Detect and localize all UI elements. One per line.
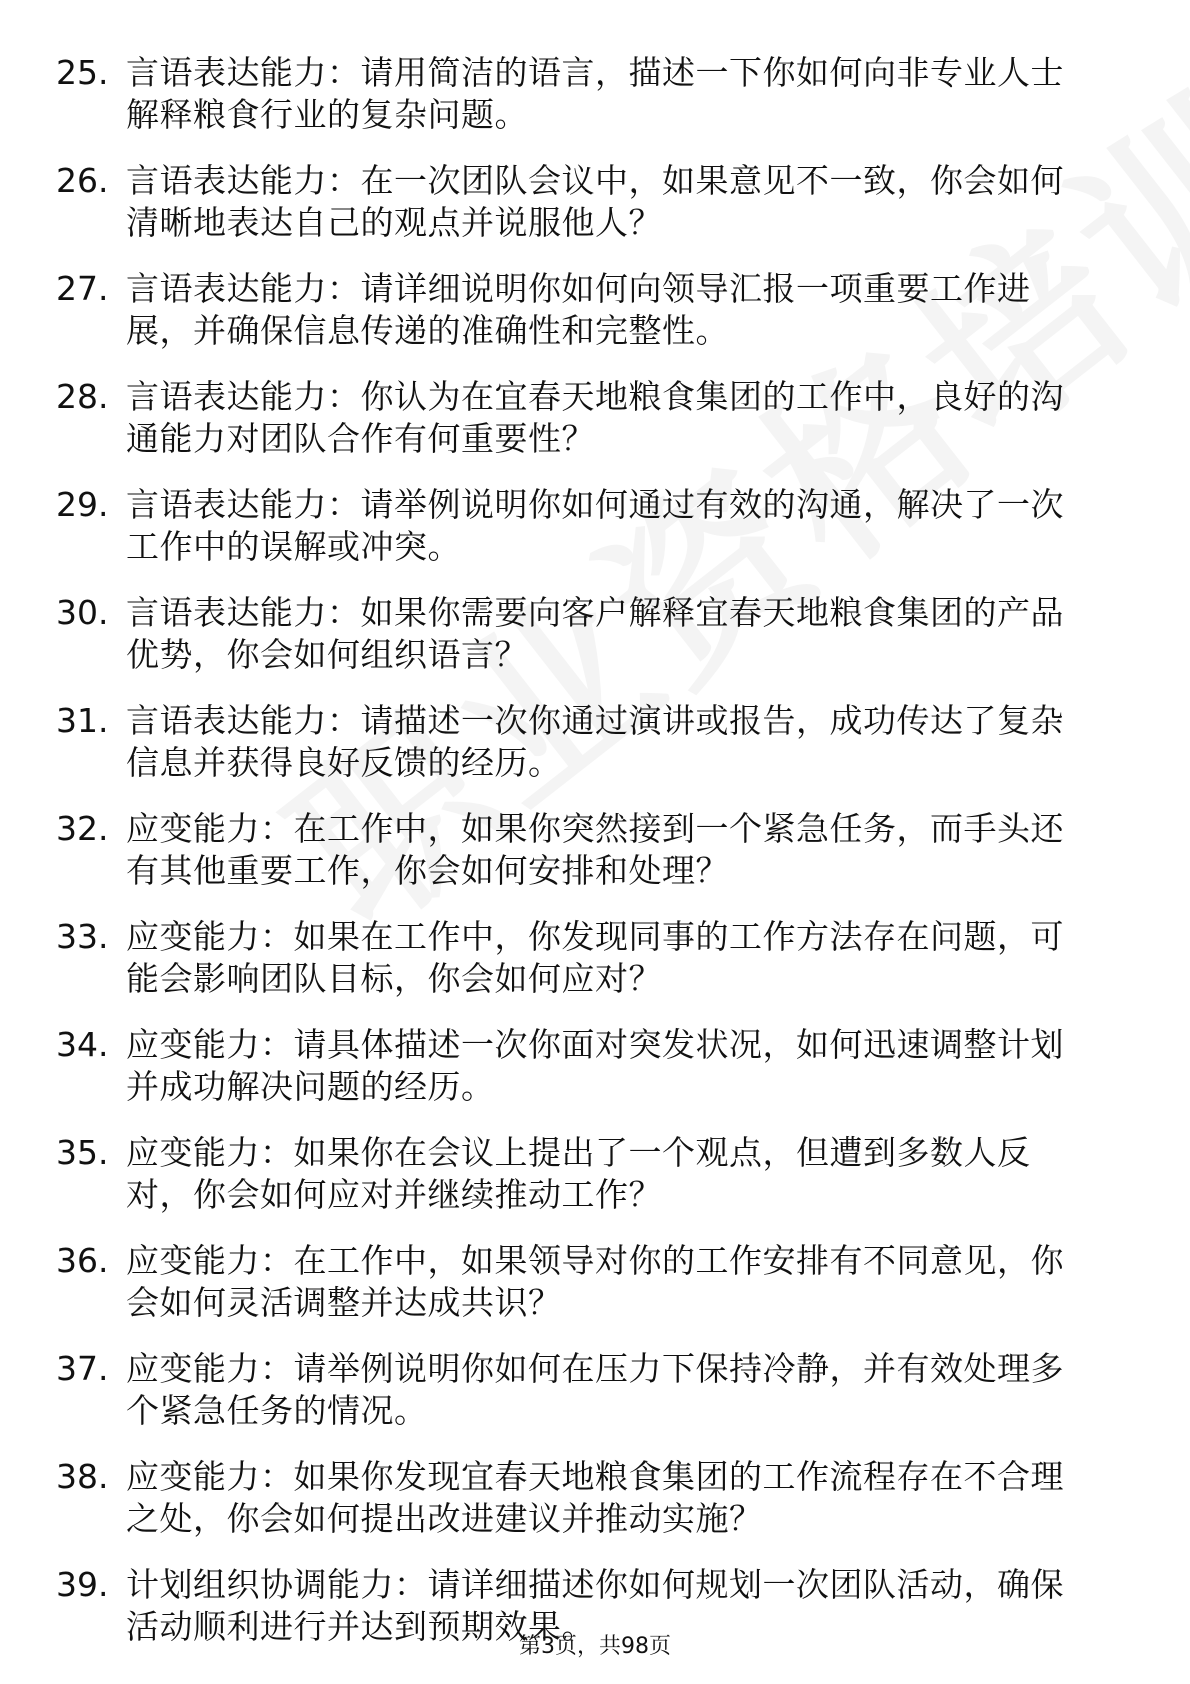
question-number: 30. xyxy=(56,593,109,632)
question-text: 应变能力：在工作中，如果你突然接到一个紧急任务，而手头还有其他重要工作，你会如何安排和处理？ xyxy=(126,809,1064,890)
question-item xyxy=(0,376,1190,460)
question-text: 言语表达能力：你认为在宜春天地粮食集团的工作中，良好的沟通能力对团队合作有何重要性？ xyxy=(126,377,1064,458)
question-item xyxy=(0,52,1190,136)
question-number: 29. xyxy=(56,485,109,524)
question-text: 应变能力：如果你在会议上提出了一个观点，但遭到多数人反对，你会如何应对并继续推动工作？ xyxy=(126,1133,1031,1214)
question-item xyxy=(0,916,1190,1000)
question-number: 35. xyxy=(56,1133,109,1172)
question-number: 28. xyxy=(56,377,109,416)
question-number: 32. xyxy=(56,809,109,848)
question-number: 36. xyxy=(56,1241,109,1280)
question-item xyxy=(0,484,1190,568)
question-text: 应变能力：在工作中，如果领导对你的工作安排有不同意见，你会如何灵活调整并达成共识？ xyxy=(126,1241,1064,1322)
question-text: 计划组织协调能力：请详细描述你如何规划一次团队活动，确保活动顺利进行并达到预期效果。 xyxy=(126,1565,1064,1646)
question-text: 言语表达能力：在一次团队会议中，如果意见不一致，你会如何清晰地表达自己的观点并说服他人？ xyxy=(126,161,1064,242)
question-number: 27. xyxy=(56,269,109,308)
question-text: 言语表达能力：请详细说明你如何向领导汇报一项重要工作进展，并确保信息传递的准确性和完整性。 xyxy=(126,269,1031,350)
question-item xyxy=(0,1024,1190,1108)
question-text: 应变能力：如果你发现宜春天地粮食集团的工作流程存在不合理之处，你会如何提出改进建议并推动实施？ xyxy=(126,1457,1064,1538)
page-footer xyxy=(0,1632,1190,1662)
question-item xyxy=(0,700,1190,784)
question-text: 言语表达能力：请描述一次你通过演讲或报告，成功传达了复杂信息并获得良好反馈的经历。 xyxy=(126,701,1064,782)
question-number: 25. xyxy=(56,53,109,92)
question-text: 应变能力：请具体描述一次你面对突发状况，如何迅速调整计划并成功解决问题的经历。 xyxy=(126,1025,1064,1106)
question-text: 言语表达能力：请举例说明你如何通过有效的沟通，解决了一次工作中的误解或冲突。 xyxy=(126,485,1064,566)
question-item xyxy=(0,592,1190,676)
question-text: 应变能力：请举例说明你如何在压力下保持冷静，并有效处理多个紧急任务的情况。 xyxy=(126,1349,1064,1430)
question-text: 言语表达能力：如果你需要向客户解释宜春天地粮食集团的产品优势，你会如何组织语言？ xyxy=(126,593,1064,674)
question-text: 言语表达能力：请用简洁的语言，描述一下你如何向非专业人士解释粮食行业的复杂问题。 xyxy=(126,53,1064,134)
question-number: 33. xyxy=(56,917,109,956)
question-item xyxy=(0,1240,1190,1324)
question-number: 26. xyxy=(56,161,109,200)
question-number: 39. xyxy=(56,1565,109,1604)
question-item xyxy=(0,1348,1190,1432)
question-number: 38. xyxy=(56,1457,109,1496)
page-number-label: 第3页，共98页 xyxy=(519,1634,671,1659)
question-item xyxy=(0,808,1190,892)
question-text: 应变能力：如果在工作中，你发现同事的工作方法存在问题，可能会影响团队目标，你会如何应对？ xyxy=(126,917,1064,998)
question-list xyxy=(0,52,1190,1672)
question-number: 37. xyxy=(56,1349,109,1388)
question-item xyxy=(0,1456,1190,1540)
question-item xyxy=(0,1132,1190,1216)
question-item xyxy=(0,268,1190,352)
question-number: 31. xyxy=(56,701,109,740)
question-number: 34. xyxy=(56,1025,109,1064)
question-item xyxy=(0,160,1190,244)
